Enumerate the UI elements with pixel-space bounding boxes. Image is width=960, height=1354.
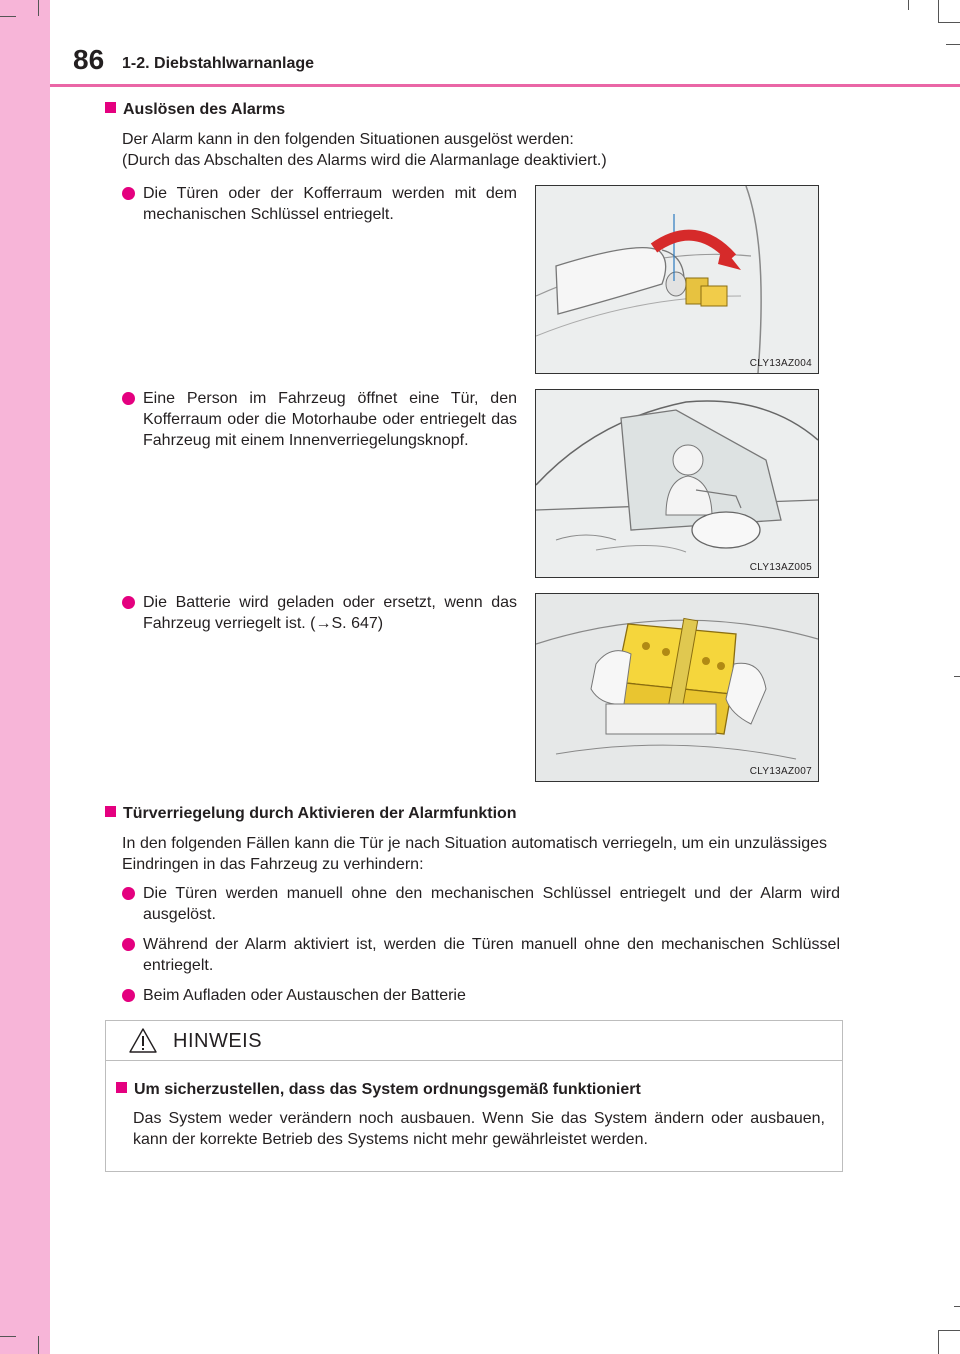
notice-heading-text: Um sicherzustellen, dass das System ordnungsgemäß funktioniert — [134, 1081, 641, 1098]
alarm-heading-text: Auslösen des Alarms — [123, 101, 286, 118]
crop-mark — [938, 22, 960, 23]
lock-item-text: Während der Alarm aktiviert ist, werden die Türen manuell ohne den mechanischen Schlüssel entriegelt. — [143, 936, 840, 974]
notice-heading — [116, 1081, 641, 1099]
notice-text: Das System weder verändern noch ausbauen. Wenn Sie das System ändern oder ausbauen, kann der korrekte Betrieb des Systems nicht mehr gewährleistet werden. — [133, 1110, 825, 1148]
square-bullet-icon — [105, 102, 116, 113]
crop-mark — [938, 1330, 939, 1354]
crop-mark — [954, 676, 960, 677]
bullet-dot-icon — [122, 887, 135, 900]
crop-mark — [946, 44, 960, 45]
bullet-dot-icon — [122, 989, 135, 1002]
crop-mark — [954, 1306, 960, 1307]
figure-person-in-car — [535, 389, 819, 578]
alarm-item-text: Die Türen oder der Kofferraum werden mit dem mechanischen Schlüssel entriegelt. — [143, 185, 517, 223]
lock-intro: In den folgenden Fällen kann die Tür je nach Situation automatisch verriegeln, um ein unzulässiges Eindringen in das Fahrzeug zu verhindern: — [122, 835, 827, 873]
header-divider — [50, 84, 960, 87]
lock-item — [122, 985, 840, 1006]
alarm-item — [122, 183, 517, 225]
alarm-item — [122, 592, 517, 634]
lock-item-text: Die Türen werden manuell ohne den mechanischen Schlüssel entriegelt und der Alarm wird ausgelöst. — [143, 885, 840, 923]
lock-heading-text: Türverriegelung durch Aktivieren der Alarmfunktion — [123, 805, 517, 822]
alarm-heading — [105, 101, 285, 119]
crop-mark — [0, 1336, 16, 1337]
lock-item — [122, 934, 840, 976]
alarm-intro-line: (Durch das Abschalten des Alarms wird die Alarmanlage deaktiviert.) — [122, 152, 607, 169]
warning-triangle-icon — [128, 1027, 158, 1054]
lock-item-text: Beim Aufladen oder Austauschen der Batterie — [143, 987, 466, 1004]
alarm-item-text: Eine Person im Fahrzeug öffnet eine Tür, den Kofferraum oder die Motorhaube oder entriegelt das Fahrzeug mit einem Innenverriegelungsknopf. — [143, 390, 517, 449]
battery-illustration — [536, 594, 818, 781]
running-header: 1-2. Diebstahlwarnanlage — [122, 55, 315, 72]
alarm-intro — [122, 129, 842, 171]
alarm-item — [122, 388, 517, 451]
lock-heading — [105, 805, 517, 823]
notice-header — [106, 1021, 842, 1061]
car-interior-illustration — [536, 390, 818, 577]
bullet-dot-icon — [122, 187, 135, 200]
figure-code: CLY13AZ005 — [749, 562, 812, 573]
crop-mark — [938, 1330, 960, 1331]
notice-box — [105, 1020, 843, 1172]
alarm-item-text: Die Batterie wird geladen oder ersetzt, wenn das Fahrzeug verriegelt ist. (→S. 647) — [143, 594, 517, 632]
lock-item — [122, 883, 840, 925]
door-key-illustration — [536, 186, 818, 373]
crop-mark — [0, 16, 16, 17]
square-bullet-icon — [105, 806, 116, 817]
bullet-dot-icon — [122, 596, 135, 609]
notice-title: HINWEIS — [173, 1030, 263, 1052]
crop-mark — [38, 1336, 39, 1354]
square-bullet-icon — [116, 1082, 127, 1093]
bullet-dot-icon — [122, 938, 135, 951]
crop-mark — [938, 0, 939, 22]
crop-mark — [38, 0, 39, 16]
alarm-intro-line: Der Alarm kann in den folgenden Situationen ausgelöst werden: — [122, 131, 574, 148]
figure-door-key — [535, 185, 819, 374]
crop-mark — [908, 0, 909, 10]
figure-code: CLY13AZ004 — [749, 358, 812, 369]
figure-battery — [535, 593, 819, 782]
figure-code: CLY13AZ007 — [749, 766, 812, 777]
page-margin-band — [0, 0, 50, 1354]
page-number: 86 — [73, 44, 105, 75]
bullet-dot-icon — [122, 392, 135, 405]
